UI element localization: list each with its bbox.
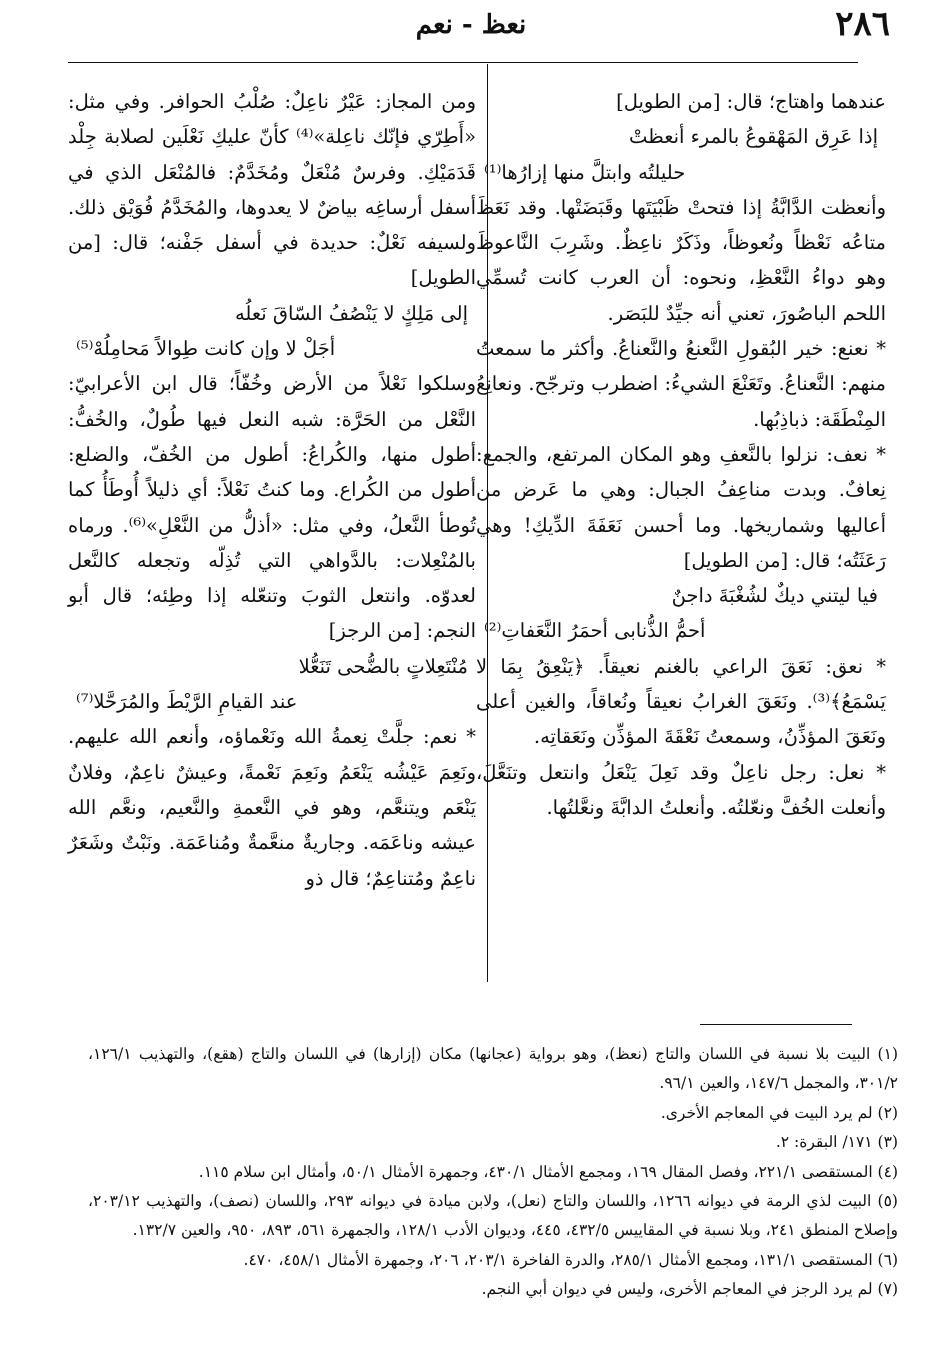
verse-line: مُنْتَعِلاتٍ بالضُّحى تَنَعُّلا <box>298 654 468 678</box>
entry-naaf: * نعف: نزلوا بالنَّعفِ وهو المكان المرتفع، والجمع: نِعافٌ. وبدت مناعِفُ الجبال: وهي ما عَرض من أعاليها وشماريخها. وما أحسن نَعَفَةَ الدِّيكِ! وهي رَعَثَتُه؛ قال: [من الطويل] <box>476 442 886 572</box>
right-column <box>476 84 886 825</box>
footnote: (٣) ١٧١/ البقرة: ٢. <box>775 1133 898 1152</box>
footnote: (٥) البيت لذي الرمة في ديوانه ١٢٦٦، واللسان والتاج (نعل)، ولابن ميادة في ديوانه ٢٩٣، واللسان (نصف)، والتهذيب ٢٠٣/١٢، وإصلاح المنطق ٢٤١، وبلا نسبة في المقاييس ٤٣٢/٥، ٤٤٥، وديوان الأدب ١٢٨/١، والجمهرة ٥٦١، ٨٩٣، ٩٥٠، والعين ١٣٢/٧. <box>88 1192 898 1240</box>
verse-line: عند القيامِ الرَّيْطَ والمُرَحَّلا⁽⁷⁾ <box>76 690 298 714</box>
verse-line: إلى مَلِكٍ لا يَنْصُفُ السّاقَ نَعلُه <box>234 301 468 325</box>
verse-line: فيا ليتني ديكٌ لشُغْبَةَ داجنٌ <box>671 584 878 608</box>
paragraph: ومن المجاز: عَيْرٌ ناعِلٌ: صُلْبُ الحوافر. وفي مثل: «أَطِرّي فإنّك ناعِلة»⁽⁴⁾ كأنّ عليكِ نَعْلَين لصلابة جِلْد قَدَمَيْكِ. وفرسٌ مُنْعَلٌ ومُخَدَّمٌ: فالمُنْعَل الذي في أسفل أرساغِه بياضٌ لا يعدوها، والمُخَدَّمُ فُوَيْق ذلك. ولسيفه نَعْلٌ: حديدة في أسفل جَفْنه؛ قال: [من الطويل] <box>68 90 476 290</box>
verse-line: إذا عَرِق المَهْقوعُ بالمرء أنعظتْ <box>629 125 878 149</box>
entry-naaq: * نعق: نَعَقَ الراعي بالغنم نعيقاً. ﴿يَنْعِقُ بِمَا لا يَسْمَعُ﴾⁽³⁾. ونَعَقَ الغرابُ نعيقاً ونُعاقاً، والغين أعلى ونَعَقَ المؤذِّنُ، وسمعتُ نَعْقَةَ المؤذِّن ونَعَقاتِه. <box>476 654 886 749</box>
footnote: (٤) المستقصى ٢٢١/١، وفصل المقال ١٦٩، ومجمع الأمثال ٤٣٠/١، وجمهرة الأمثال ٥٠/١، وأمثال ابن سلام ١١٥. <box>198 1162 898 1181</box>
verse-line: أحمُّ الذُّنابى أحمَرُ النَّعَفاتِ⁽²⁾ <box>484 619 706 643</box>
footnotes <box>88 1040 898 1305</box>
left-column <box>68 84 476 896</box>
paragraph: وسلكوا نَعْلاً من الأرض وخُفّاً؛ قال ابن الأعرابيّ: النَّعْل من الحَرَّة: شبه النعل فيها طُولٌ، والخُفُّ: أطول منها، والكُراعُ: أطول من الخُفّ، والضلع: أطول من الكُراع. وما كنتُ نَعْلاً: أي ذليلاً أُوطَأُ كما تُوطأ النَّعلُ، وفي مثل: «أذلُّ من النَّعْلِ»⁽⁶⁾. ورماه بالمُنْعِلات: بالدَّواهي التي تُذِلّه وتجعله كالنَّعل لعدوّه. وانتعل الثوبَ وتنعّله إذا وطِئه؛ قال أبو النجم: [من الرجز] <box>68 372 477 643</box>
verse-line: حليلتُه وابتلَّ منها إزارُها⁽¹⁾ <box>484 160 686 184</box>
page-number: ٢٨٦ <box>835 4 890 44</box>
header-rule <box>68 62 858 63</box>
footnote: (٦) المستقصى ١٣١/١، ومجمع الأمثال ٢٨٥/١، والدرة الفاخرة ٢٠٣/١، ٢٠٦، وجمهرة الأمثال ٤٥٨/١، ٤٧٠. <box>243 1250 898 1269</box>
paragraph: وأنعظت الدَّابَّةُ إذا فتحتْ ظَبْيَتَها وقَبَضَتْها. وقد نَعَظَ متاعُه نَعْظاً ونُعوظاً، وذَكَرٌ ناعِظٌ. وشَرِبَ النَّاعوظَ وهو دواءُ النَّعْظِ، ونحوه: أن العرب كانت تُسمِّي اللحم الباصُورَ، تعني أنه جيِّدٌ للبَصَر. <box>476 195 886 325</box>
footnote: (٧) لم يرد الرجز في المعاجم الأخرى، وليس في ديوان أبي النجم. <box>481 1280 898 1299</box>
paragraph: عندهما واهتاج؛ قال: [من الطويل] <box>616 90 886 113</box>
entry-naana: * نعنع: خير البُقولِ النَّعنعُ والنَّعناعُ. وأكثر ما سمعتُ منهم: النَّعناعُ. وتَعَنْعَ الشيءُ: اضطرب وترجّح. ونعانِعُ المِنْطَقَة: ذباذِبُها. <box>476 337 886 431</box>
page-title: نعظ - نعم <box>415 10 527 40</box>
footnote: (٢) لم يرد البيت في المعاجم الأخرى. <box>660 1103 898 1122</box>
footnote-rule <box>700 1024 852 1025</box>
verse-line: أجَلْ لا وإن كانت طِوالاً مَحامِلُهْ⁽⁵⁾ <box>76 337 336 361</box>
footnote: (١) البيت بلا نسبة في اللسان والتاج (نعظ)، وهو برواية (عجانها) مكان (إزارها) في اللسان والتاج (هقع)، والتهذيب ١٢٦/١، ٣٠١/٢، والمجمل ١٤٧/٦، والعين ٩٦/١. <box>88 1045 898 1093</box>
entry-naam: * نعم: جلَّتْ نِعمةُ الله ونَعْماؤه، وأنعم الله عليهم. ونَعِمَ عَيْشُه يَنْعَمُ ونَعِمَ نَعْمةً، وعيشٌ ناعِمٌ، وفلانٌ يَنْعَم ويتنعَّم، وهو في النَّعمةِ والنَّعيم، ونعَّم الله عيشه وناعَمَه. وجاريةٌ منعَّمةٌ ومُناعَمَة. ونَبْتٌ وشَعَرٌ ناعِمٌ ومُتناعِمٌ؛ قال ذو <box>68 725 476 890</box>
entry-naal: * نعل: رجل ناعِلٌ وقد نَعِلَ يَنْعَلُ وانتعل وتنَعَّلَ، وأنعلت الخُفَّ ونعّلتُه. وأنعلتُ الدابَّةَ ونعَّلتُها. <box>476 760 886 819</box>
